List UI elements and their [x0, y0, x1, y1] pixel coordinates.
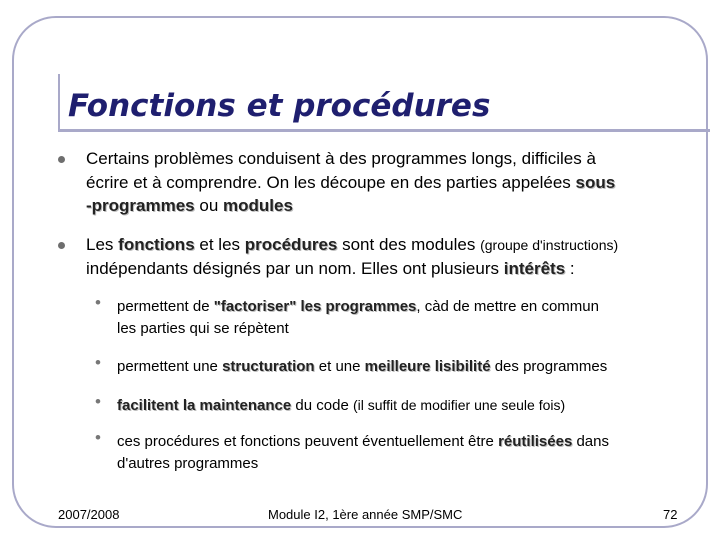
- sub-bullet-4-text: dans: [576, 433, 609, 450]
- sub-bullet-4-text: ces procédures et fonctions peuvent éventuellement être: [117, 433, 494, 450]
- sub-bullet-4-line-2: [117, 453, 258, 474]
- sub-bullet-icon: •: [95, 353, 101, 372]
- bullet-1-text: ou: [199, 196, 219, 215]
- bullet-2-line-2: [86, 258, 575, 280]
- bullet-1-line-2: [86, 172, 615, 194]
- footer-date: 2007/2008: [58, 507, 120, 522]
- sub-bullet-1-line-2: [117, 318, 289, 339]
- sub-bullet-icon: •: [95, 293, 101, 312]
- sub-bullet-2-text: permettent une: [117, 358, 218, 375]
- sub-bullet-1-text: , càd de mettre en commun: [416, 298, 599, 315]
- bullet-2-small-text: (groupe d'instructions): [480, 237, 619, 253]
- sub-bullet-3-text: du code: [295, 397, 349, 414]
- bullet-1-text: écrire et à comprendre. On les découpe en des parties appelées: [86, 173, 571, 192]
- sub-bullet-icon: •: [95, 392, 101, 411]
- bullet-icon: [58, 242, 65, 249]
- bullet-2-emphasis-fonctions: fonctions: [118, 235, 195, 254]
- sub-bullet-icon: •: [95, 428, 101, 447]
- bullet-2-line-1: [86, 234, 618, 256]
- bullet-2-text: Les: [86, 235, 114, 254]
- sub-bullet-4-emphasis: réutilisées: [498, 433, 573, 450]
- sub-bullet-1-text: les parties qui se répètent: [117, 320, 289, 337]
- bullet-2-text: et les: [199, 235, 241, 254]
- sub-bullet-2-line-1: [117, 356, 607, 377]
- bullet-2-text: sont des modules: [342, 235, 476, 254]
- bullet-1-line-1: [86, 148, 596, 170]
- bullet-1-emphasis-sous: sous: [575, 173, 616, 192]
- sub-bullet-3-line-1: [117, 395, 565, 416]
- bullet-icon: [58, 156, 65, 163]
- bullet-2-emphasis-interets: intérêts: [503, 259, 566, 278]
- slide-title: Fonctions et procédures: [68, 88, 491, 124]
- sub-bullet-2-emphasis-structuration: structuration: [222, 358, 315, 375]
- sub-bullet-2-text: et une: [318, 358, 361, 375]
- sub-bullet-3-emphasis: facilitent la maintenance: [117, 397, 292, 414]
- sub-bullet-3-small-text: (il suffit de modifier une seule fois): [352, 397, 566, 413]
- bullet-1-line-3: [86, 195, 293, 217]
- bullet-1-emphasis-modules: modules: [223, 196, 293, 215]
- footer-course: Module I2, 1ère année SMP/SMC: [268, 507, 463, 522]
- bullet-2-emphasis-procedures: procédures: [244, 235, 338, 254]
- sub-bullet-2-emphasis-lisibilite: meilleure lisibilité: [364, 358, 491, 375]
- sub-bullet-2-text: des programmes: [494, 358, 608, 375]
- bullet-1-emphasis-programmes: -programmes: [86, 196, 195, 215]
- bullet-1-text: Certains problèmes conduisent à des programmes longs, difficiles à: [86, 149, 596, 168]
- sub-bullet-1-text: permettent de: [117, 298, 210, 315]
- bullet-2-text: :: [569, 259, 575, 278]
- sub-bullet-1-line-1: [117, 296, 599, 317]
- sub-bullet-4-text: d'autres programmes: [117, 455, 259, 472]
- bullet-2-text: indépendants désignés par un nom. Elles ont plusieurs: [86, 259, 499, 278]
- sub-bullet-1-emphasis: "factoriser" les programmes: [213, 298, 417, 315]
- footer-page-number: 72: [663, 507, 678, 522]
- sub-bullet-4-line-1: [117, 431, 609, 452]
